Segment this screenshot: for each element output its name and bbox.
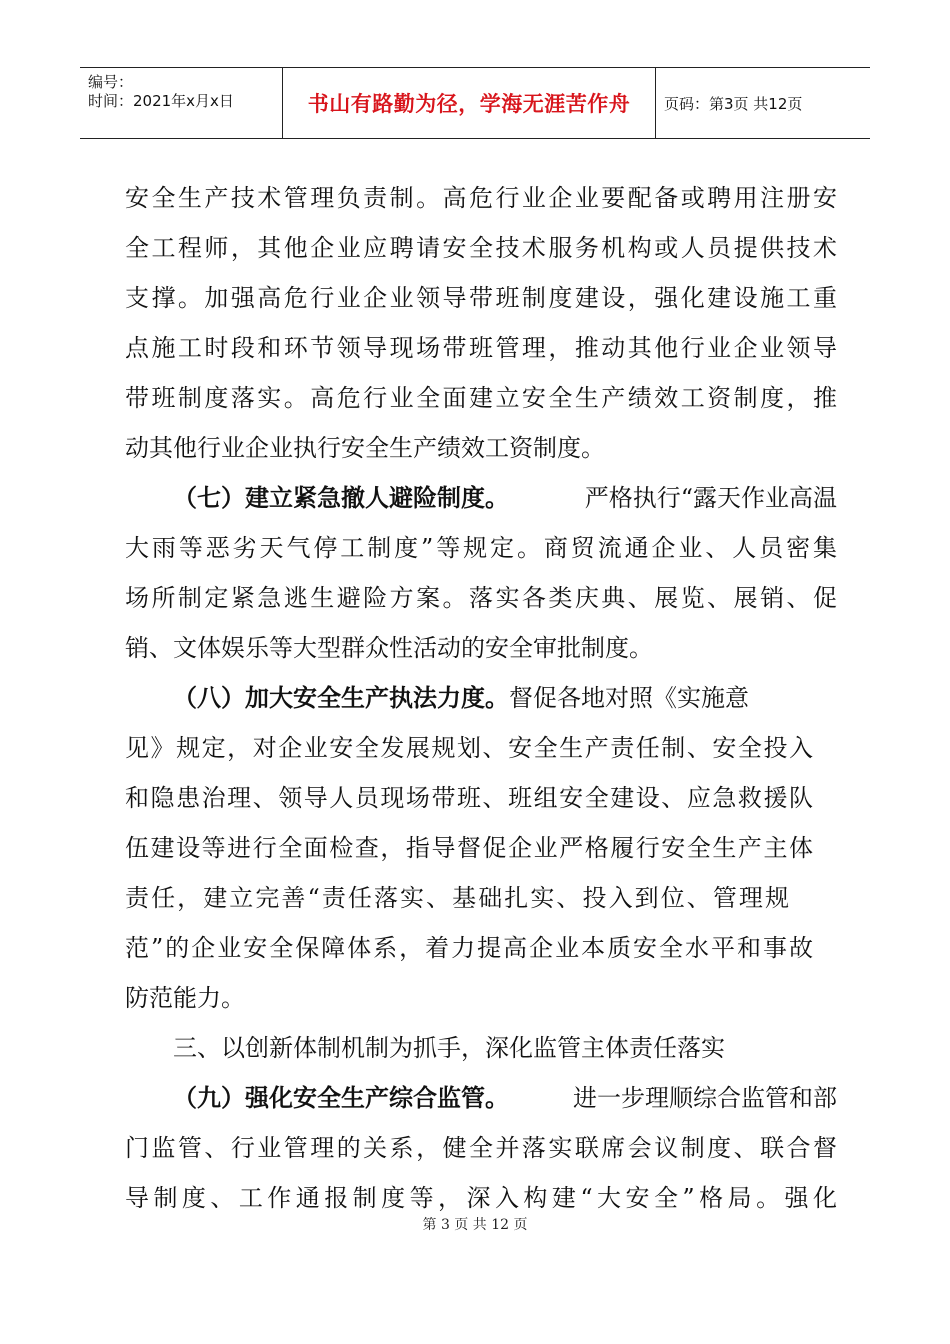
body-line: 安全生产技术管理负责制。高危行业企业要配备或聘用注册安 <box>125 184 837 212</box>
body-line: 点施工时段和环节领导现场带班管理，推动其他行业企业领导 <box>125 334 837 362</box>
document-number-label: 编号： <box>88 73 134 91</box>
paragraph-heading: （八）加大安全生产执法力度。 <box>173 683 509 712</box>
body-line: 大雨等恶劣天气停工制度”等规定。商贸流通企业、人员密集 <box>125 534 837 562</box>
page-header <box>80 67 870 139</box>
body-line: 范”的企业安全保障体系，着力提高企业本质安全水平和事故 <box>125 934 813 962</box>
body-line: 全工程师，其他企业应聘请安全技术服务机构或人员提供技术 <box>125 234 837 262</box>
body-line: 防范能力。 <box>125 984 245 1012</box>
body-line: 门监管、行业管理的关系，健全并落实联席会议制度、联合督 <box>125 1134 837 1162</box>
body-line: 动其他行业企业执行安全生产绩效工资制度。 <box>125 434 605 462</box>
header-motto-cell <box>283 68 656 138</box>
paragraph-heading: （七）建立紧急撤人避险制度。 <box>173 483 509 512</box>
document-time-label: 时间：2021年x月x日 <box>88 92 234 110</box>
body-line: 支撑。加强高危行业企业领导带班制度建设，强化建设施工重 <box>125 284 837 312</box>
header-page-cell <box>656 68 870 138</box>
paragraph-text: 严格执行“露天作业高温 <box>584 484 837 512</box>
paragraph-first-line <box>173 1078 837 1118</box>
body-line: 带班制度落实。高危行业全面建立安全生产绩效工资制度，推 <box>125 384 837 412</box>
body-line: 见》规定，对企业安全发展规划、安全生产责任制、安全投入 <box>125 734 813 762</box>
page-footer: 第 3 页 共 12 页 <box>422 1217 528 1233</box>
paragraph-text: 进一步理顺综合监管和部 <box>573 1084 837 1112</box>
body-line: 导制度、工作通报制度等，深入构建“大安全”格局。强化 <box>125 1184 837 1212</box>
header-meta-cell <box>80 68 283 138</box>
paragraph-heading: （九）强化安全生产综合监管。 <box>173 1083 509 1112</box>
body-line: 场所制定紧急逃生避险方案。落实各类庆典、展览、展销、促 <box>125 584 837 612</box>
body-line: 责任，建立完善“责任落实、基础扎实、投入到位、管理规 <box>125 884 789 912</box>
header-motto: 书山有路勤为径，学海无涯苦作舟 <box>307 92 631 116</box>
paragraph-first-line <box>173 678 749 718</box>
body-line: 伍建设等进行全面检查，指导督促企业严格履行安全生产主体 <box>125 834 813 862</box>
body-line: 和隐患治理、领导人员现场带班、班组安全建设、应急救援队 <box>125 784 813 812</box>
section-title: 三、以创新体制机制为抓手，深化监管主体责任落实 <box>173 1034 725 1062</box>
body-line: 销、文体娱乐等大型群众性活动的安全审批制度。 <box>125 634 653 662</box>
paragraph-first-line <box>173 478 837 518</box>
header-page-code: 页码：第3页 共12页 <box>664 94 803 113</box>
paragraph-text: 督促各地对照《实施意 <box>509 684 749 712</box>
